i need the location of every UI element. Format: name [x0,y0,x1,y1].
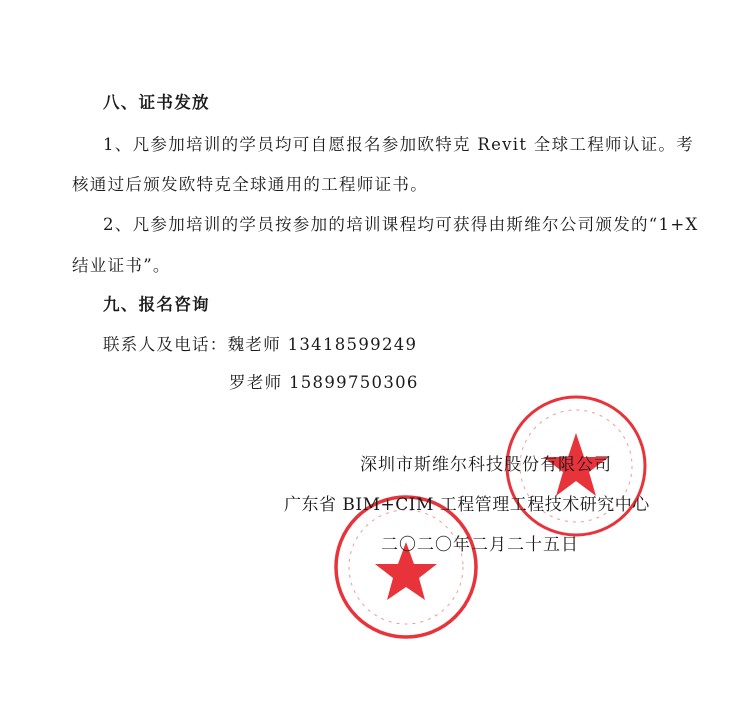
section9-heading: 九、报名咨询 [103,295,210,314]
signature-company: 深圳市斯维尔科技股份有限公司 [360,455,612,475]
contact-phone: 13418599249 [287,335,418,354]
contact-phone: 15899750306 [288,373,419,392]
section8-item1-line2: 核通过后颁发欧特克全球通用的工程师证书。 [72,175,428,194]
contact-row-1 [103,335,417,355]
section8-item2-line1: 2、凡参加培训的学员按参加的培训课程均可获得由斯维尔公司颁发的“1+X [103,215,699,234]
contact-row-2 [229,373,419,393]
contact-name: 罗老师 [229,373,283,392]
signature-date: 二〇二〇年二月二十五日 [381,535,579,555]
contact-label: 联系人及电话： [103,335,228,354]
section8-item1-line1: 1、凡参加培训的学员均可自愿报名参加欧特克 Revit 全球工程师认证。考 [103,135,695,154]
center-stamp [333,494,479,640]
section8-item2-line2: 结业证书”。 [72,256,171,275]
section8-heading: 八、证书发放 [103,93,210,112]
signature-center: 广东省 BIM+CIM 工程管理工程技术研究中心 [284,495,650,515]
contact-name: 魏老师 [227,335,282,354]
